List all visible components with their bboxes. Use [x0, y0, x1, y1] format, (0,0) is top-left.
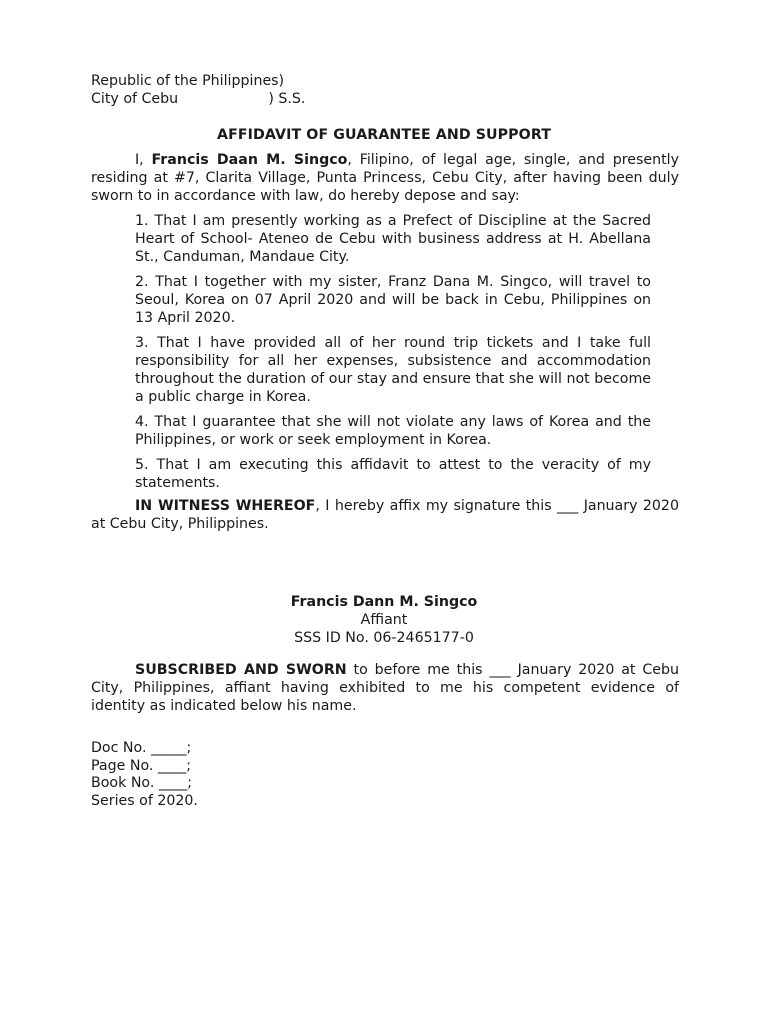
page-number: Page No. ____; — [91, 757, 192, 774]
affiant-id: SSS ID No. 06-2465177-0 — [294, 630, 474, 646]
doc-number: Doc No. _____; — [91, 740, 192, 756]
series-year: Series of 2020. — [91, 792, 198, 809]
witness-lead: IN WITNESS WHEREOF — [135, 498, 316, 514]
statement-item-1: 1. That I am presently working as a Prefect of Discipline at the Sacred Heart of School- Ateneo de Cebu with business address at H. Abellana St., Canduman, Mandaue City. — [135, 213, 651, 265]
statement-item-4: 4. That I guarantee that she will not violate any laws of Korea and the Philippines, or work or seek employment in Korea. — [135, 414, 651, 448]
jurat-paragraph — [91, 661, 679, 715]
venue-city: City of Cebu ) S.S. — [91, 91, 306, 107]
statement-item-3: 3. That I have provided all of her round trip tickets and I take full responsibility for all her expenses, subsistence and accommodation throughout the duration of our stay and ensure that she will not become a public charge in Korea. — [135, 335, 651, 405]
affiant-role: Affiant — [360, 612, 408, 628]
affiant-name: Francis Dann M. Singco — [290, 594, 478, 610]
notarial-register — [91, 740, 198, 810]
statement-item-5: 5. That I am executing this affidavit to attest to the veracity of my statements. — [135, 457, 651, 491]
affiant-name-inline: Francis Daan M. Singco — [151, 152, 348, 168]
statement-list — [135, 212, 651, 499]
venue-block — [91, 72, 305, 108]
intro-text: , Filipino, of legal age, single, and presently residing at #7, Clarita Village, Punta Princess, Cebu City, after having been duly sworn to in accordance with law, do hereby depose and say: — [91, 152, 679, 204]
intro-prefix: I, — [135, 152, 152, 168]
statement-item-2: 2. That I together with my sister, Franz Dana M. Singco, will travel to Seoul, Korea on 07 April 2020 and will be back in Cebu, Philippines on 13 April 2020. — [135, 274, 651, 326]
intro-paragraph — [91, 151, 679, 205]
witness-text: , I hereby affix my signature this ___ January 2020 at Cebu City, Philippines. — [91, 498, 679, 532]
jurat-lead: SUBSCRIBED AND SWORN — [135, 662, 347, 678]
jurat-text: to before me this ___ January 2020 at Cebu City, Philippines, affiant having exhibited to me his competent evidence of identity as indicated below his name. — [91, 662, 679, 714]
witness-paragraph — [91, 497, 679, 533]
venue-republic: Republic of the Philippines) — [91, 73, 285, 89]
document-title: AFFIDAVIT OF GUARANTEE AND SUPPORT — [216, 127, 552, 143]
signature-block — [0, 593, 768, 647]
book-number: Book No. ____; — [91, 775, 193, 791]
